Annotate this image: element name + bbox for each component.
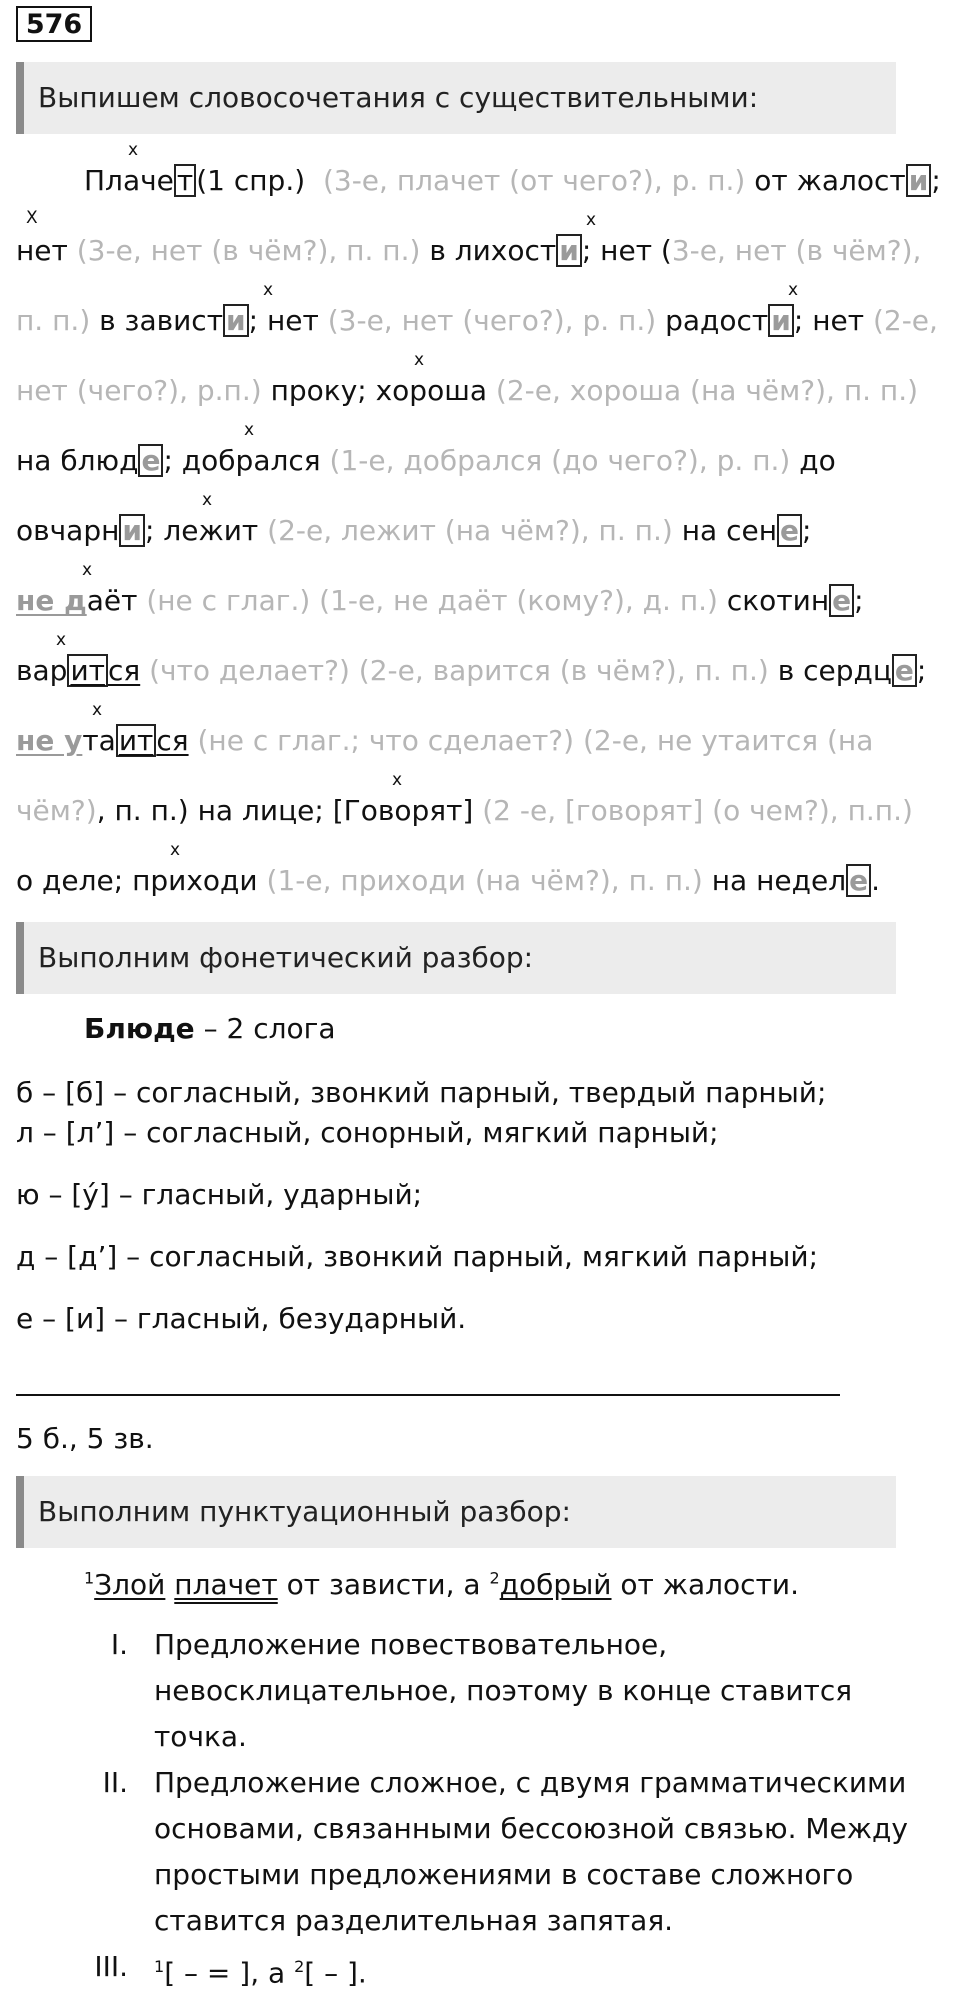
word: (1 спр.) bbox=[196, 164, 306, 197]
word: в сердц bbox=[777, 654, 892, 687]
stress-mark: x bbox=[202, 490, 213, 510]
word: ; bbox=[802, 514, 812, 547]
text-line-4 bbox=[16, 374, 918, 407]
phonetic-line-3: ю – [ý] – гласный, ударный; bbox=[16, 1178, 423, 1211]
list-number: II. bbox=[102, 1766, 128, 1799]
grammar-note: (2-е, лежит (на чём?), п. п.) bbox=[267, 514, 673, 547]
grammar-note: (3-е, плачет (от чего?), р. п.) bbox=[322, 164, 746, 197]
word: ; добрался bbox=[163, 444, 321, 477]
stress-mark: x bbox=[586, 210, 597, 230]
word: на блюд bbox=[16, 444, 139, 477]
text-line-3 bbox=[16, 304, 938, 337]
word: ; bbox=[916, 654, 927, 687]
word: ; нет bbox=[793, 304, 865, 337]
phonetic-title bbox=[84, 1012, 336, 1045]
stress-mark: x bbox=[128, 140, 139, 160]
ending-box: и bbox=[768, 304, 794, 337]
grammar-note: 3-е, нет (в чём?), bbox=[671, 234, 922, 267]
word: в лихост bbox=[429, 234, 557, 267]
subject: добрый bbox=[499, 1568, 612, 1601]
word: ; bbox=[931, 164, 941, 197]
clause-index: 2 bbox=[489, 1568, 500, 1588]
clause-index: 1 bbox=[84, 1568, 95, 1588]
grammar-note: (3-е, нет (чего?), р. п.) bbox=[327, 304, 657, 337]
phonetic-line-1: б – [б] – согласный, звонкий парный, твердый парный; bbox=[16, 1076, 827, 1109]
text-line-11 bbox=[16, 864, 880, 897]
grammar-note: нет (чего?), р.п.) bbox=[16, 374, 262, 407]
grammar-note: (2-е, bbox=[872, 304, 938, 337]
text-line-10 bbox=[16, 794, 913, 827]
stress-mark: x bbox=[244, 420, 255, 440]
ending-box: ит bbox=[116, 724, 157, 757]
word: аёт bbox=[86, 584, 138, 617]
ending-box: е bbox=[846, 864, 871, 897]
phonetic-line-2: л – [л’] – согласный, сонорный, мягкий парный; bbox=[16, 1116, 719, 1149]
phonetic-line-4: д – [д’] – согласный, звонкий парный, мягкий парный; bbox=[16, 1240, 819, 1273]
word: до bbox=[799, 444, 836, 477]
scheme-part: [ – ]. bbox=[304, 1956, 367, 1990]
word: ; нет ( bbox=[581, 234, 672, 267]
subject: Злой bbox=[94, 1568, 166, 1601]
sentence-text: от зависти, а bbox=[277, 1568, 490, 1601]
list-item-text: Предложение сложное, с двумя грамматическими основами, связанными бессоюзной связью. Между простыми предложениями в составе сложного ставится разделительная запятая. bbox=[154, 1766, 908, 1937]
stress-mark: x bbox=[170, 840, 181, 860]
ending-box: е bbox=[777, 514, 802, 547]
word: ; лежит bbox=[145, 514, 259, 547]
suffix: ся bbox=[107, 654, 141, 687]
syllable-count: – 2 слога bbox=[203, 1012, 336, 1045]
stress-mark: x bbox=[56, 630, 67, 650]
stress-mark: x bbox=[414, 350, 425, 370]
word: вар bbox=[16, 654, 68, 687]
grammar-note: (2 -е, [говорят] (о чем?), п.п.) bbox=[482, 794, 913, 827]
word: Плач bbox=[84, 164, 157, 197]
sentence-text: от жалости. bbox=[611, 1568, 799, 1601]
analyzed-word: Блюде bbox=[84, 1012, 195, 1045]
word: ; нет bbox=[248, 304, 319, 337]
grammar-note: (1-е, приходи (на чём?), п. п.) bbox=[266, 864, 703, 897]
stress-mark: x bbox=[263, 280, 274, 300]
stress-mark: x bbox=[788, 280, 799, 300]
text-line-2 bbox=[16, 234, 921, 267]
divider bbox=[16, 1394, 840, 1396]
particle-ne: не д bbox=[16, 584, 87, 617]
list-item-text: Предложение повествовательное, невосклицательное, поэтому в конце ставится точка. bbox=[154, 1628, 853, 1753]
particle-ne: не у bbox=[16, 724, 83, 757]
word: , п. п.) на лице; [Говорят] bbox=[96, 794, 474, 827]
section-header-phonetic: Выполним фонетический разбор: bbox=[16, 922, 896, 994]
grammar-note: (1-е, добрался (до чего?), р. п.) bbox=[329, 444, 791, 477]
word: в завист bbox=[99, 304, 224, 337]
ending-box: и bbox=[556, 234, 582, 267]
grammar-note: (3-е, нет (в чём?), п. п.) bbox=[76, 234, 421, 267]
grammar-note: п. п.) bbox=[16, 304, 91, 337]
word: на сен bbox=[681, 514, 777, 547]
word: проку; хороша bbox=[270, 374, 487, 407]
word: нет bbox=[16, 234, 68, 267]
list-number: I. bbox=[110, 1628, 128, 1661]
stress-mark: x bbox=[92, 700, 103, 720]
stress-mark: x bbox=[392, 770, 403, 790]
word: скотин bbox=[726, 584, 830, 617]
ending-box: и bbox=[223, 304, 249, 337]
word: радост bbox=[665, 304, 769, 337]
scheme-part: [ – = ], а bbox=[164, 1956, 295, 1990]
word: ; bbox=[854, 584, 864, 617]
scheme bbox=[154, 1944, 914, 1996]
ending-box: ит bbox=[67, 654, 108, 687]
word: о деле; приходи bbox=[16, 864, 258, 897]
stress-mark: x bbox=[82, 560, 93, 580]
stress-mark: X bbox=[26, 208, 38, 228]
word: е bbox=[156, 164, 174, 197]
text-line-7 bbox=[16, 584, 864, 617]
ending-box: е bbox=[892, 654, 917, 687]
analyzed-sentence bbox=[84, 1568, 799, 1601]
grammar-note: (2-е, хороша (на чём?), п. п.) bbox=[495, 374, 919, 407]
section-header-punctuation: Выполним пунктуационный разбор: bbox=[16, 1476, 896, 1548]
text-line-8 bbox=[16, 654, 926, 687]
predicate: плачет bbox=[174, 1568, 278, 1601]
word: от жалост bbox=[754, 164, 906, 197]
grammar-note: (что делает?) (2-е, варится (в чём?), п. п.) bbox=[149, 654, 769, 687]
ending-box: е bbox=[138, 444, 163, 477]
word: . bbox=[871, 864, 881, 897]
ending-box: и bbox=[906, 164, 932, 197]
grammar-note: чём?) bbox=[16, 794, 97, 827]
text-line-9 bbox=[16, 724, 873, 757]
task-number: 576 bbox=[16, 6, 92, 42]
word: овчарн bbox=[16, 514, 120, 547]
phonetic-line-5: е – [и] – гласный, безударный. bbox=[16, 1302, 467, 1335]
ending-box: т bbox=[174, 164, 196, 197]
ending-box: и bbox=[119, 514, 145, 547]
phonetic-summary: 5 б., 5 зв. bbox=[16, 1422, 154, 1455]
word: та bbox=[82, 724, 116, 757]
ending-box: е bbox=[829, 584, 854, 617]
word: на недел bbox=[711, 864, 847, 897]
list-number: III. bbox=[94, 1950, 128, 1983]
clause-index: 1 bbox=[154, 1957, 165, 1976]
text-line-6 bbox=[16, 514, 811, 547]
grammar-note: (не с глаг.) (1-е, не даёт (кому?), д. п.) bbox=[146, 584, 718, 617]
suffix: ся bbox=[156, 724, 189, 757]
clause-index: 2 bbox=[294, 1957, 305, 1976]
text-line-5 bbox=[16, 444, 836, 477]
text-line-1 bbox=[84, 164, 941, 197]
section-header-collocations: Выпишем словосочетания с существительными: bbox=[16, 62, 896, 134]
grammar-note: (не с глаг.; что сделает?) (2-е, не утаится (на bbox=[197, 724, 874, 757]
